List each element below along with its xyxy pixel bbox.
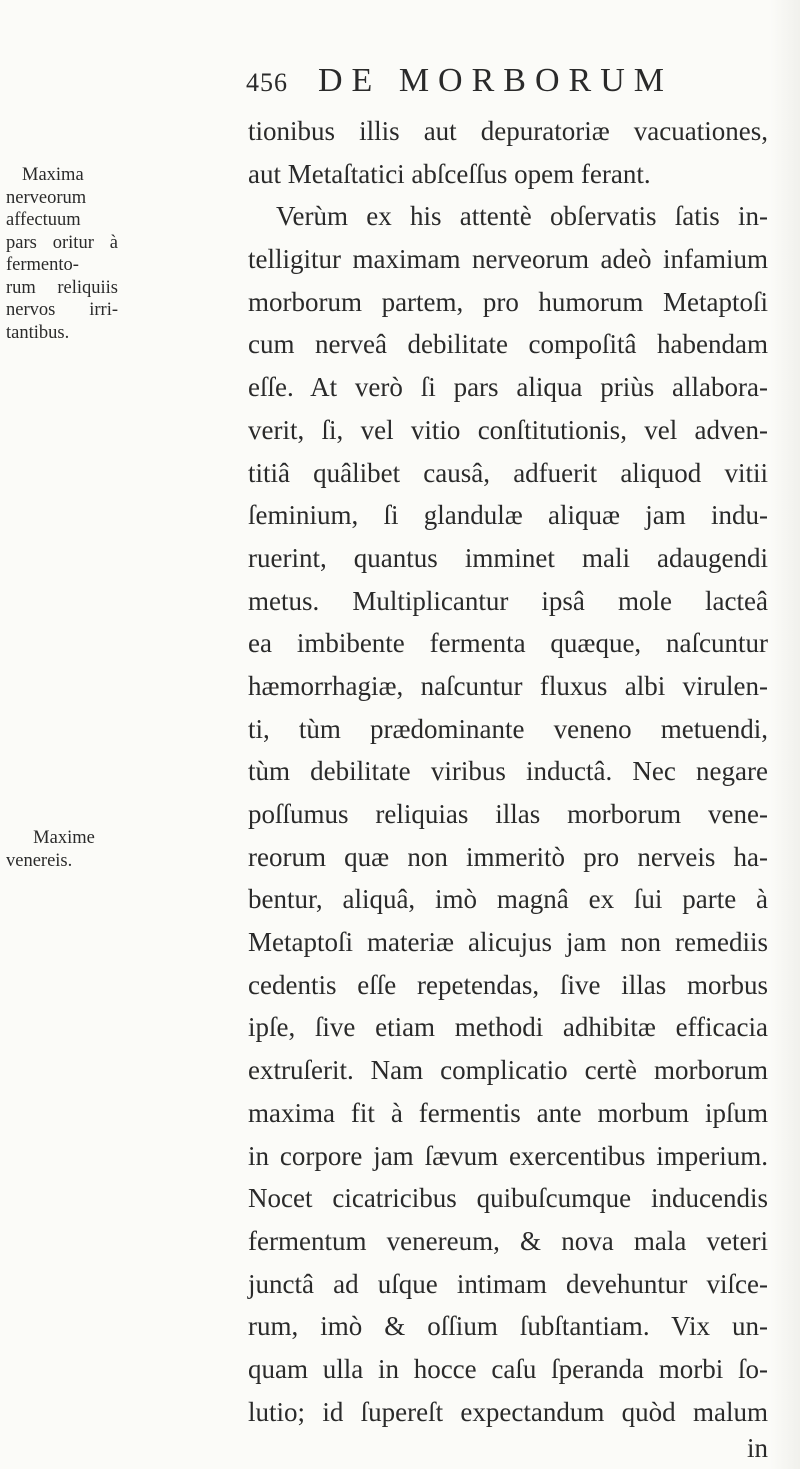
text-line: ſeminium, ſi glandulæ aliquæ jam indu- (248, 500, 768, 531)
marginal-note-line: affectuum (6, 210, 81, 230)
marginal-note-venereal (0, 827, 118, 872)
marginal-note-line: venereis. (6, 850, 73, 871)
page-number: 456 (246, 68, 288, 97)
marginal-note-line: Maxima (22, 165, 84, 185)
text-line: ipſe, ſive etiam methodi adhibitæ efficacia (248, 1012, 768, 1043)
text-line: lutio; id ſupereſt expectandum quòd malum (248, 1396, 768, 1427)
text-line: metus. Multiplicantur ipsâ mole lacteâ (248, 585, 768, 616)
text-line: eſſe. At verò ſi pars aliqua priùs allabora- (248, 372, 768, 403)
marginal-note-line: rum reliquiis (6, 277, 118, 298)
page-edge-shadow (770, 0, 800, 1469)
marginal-note-line: pars oritur à (6, 232, 118, 253)
text-line: maxima fit à fermentis ante morbum ipſum (248, 1097, 768, 1128)
text-line: telligitur maximam nerveorum adeò infamium (248, 244, 768, 275)
text-line: in corpore jam ſævum exercentibus imperium. (248, 1140, 768, 1171)
marginal-note-line: nervos irri- (6, 300, 118, 320)
text-line: bentur, aliquâ, imò magnâ ex ſui parte à (248, 884, 768, 915)
text-line: ruerint, quantus imminet mali adaugendi (248, 542, 768, 573)
text-line: verit, ſi, vel vitio conſtitutionis, vel adven- (248, 414, 768, 445)
text-line: Verùm ex his attentè obſervatis ſatis in- (276, 201, 768, 232)
text-line: cedentis eſſe repetendas, ſive illas morbus (248, 969, 768, 1000)
text-line: tùm debilitate viribus inductâ. Nec negare (248, 756, 768, 787)
marginal-note-line: tantibus. (6, 322, 70, 343)
marginal-note-nerves (0, 164, 118, 344)
text-line: Metaptoſi materiæ alicujus jam non remediis (248, 927, 768, 958)
marginal-note-line: nerveorum (6, 187, 87, 208)
text-line: cum nerveâ debilitate compoſitâ habendam (248, 329, 768, 360)
marginal-note-line: fermento- (6, 255, 79, 275)
text-line: titiâ quâlibet causâ, adfuerit aliquod vitii (248, 457, 768, 488)
text-line: extruſerit. Nam complicatio certè morborum (248, 1055, 768, 1086)
text-line: Nocet cicatricibus quibuſcumque inducendis (248, 1183, 768, 1214)
text-line: ea imbibente fermenta quæque, naſcuntur (248, 628, 768, 659)
page-header (246, 62, 766, 102)
text-line: tionibus illis aut depuratoriæ vacuationes, (248, 116, 768, 146)
body-text (248, 110, 768, 1463)
text-line: fermentum venereum, & nova mala veteri (248, 1225, 768, 1256)
text-line: hæmorrhagiæ, naſcuntur fluxus albi virulen- (248, 670, 768, 701)
text-line: morborum partem, pro humorum Metaptoſi (248, 286, 768, 317)
catchword: in (746, 1433, 768, 1464)
marginal-note-line: Maxime (33, 828, 95, 848)
text-line: poſſumus reliquias illas morborum vene- (248, 799, 768, 829)
text-line: reorum quæ non immeritò pro nerveis ha- (248, 841, 768, 872)
running-head: DE MORBORUM (318, 62, 673, 99)
text-line: junctâ ad uſque intimam devehuntur viſce- (248, 1268, 768, 1299)
text-line: quam ulla in hocce caſu ſperanda morbi ſo- (248, 1353, 768, 1384)
text-line: ti, tùm prædominante veneno metuendi, (248, 713, 768, 744)
text-line: aut Metaſtatici abſceſſus opem ferant. (248, 158, 651, 189)
text-line: rum, imò & oſſium ſubſtantiam. Vix un- (248, 1311, 768, 1342)
